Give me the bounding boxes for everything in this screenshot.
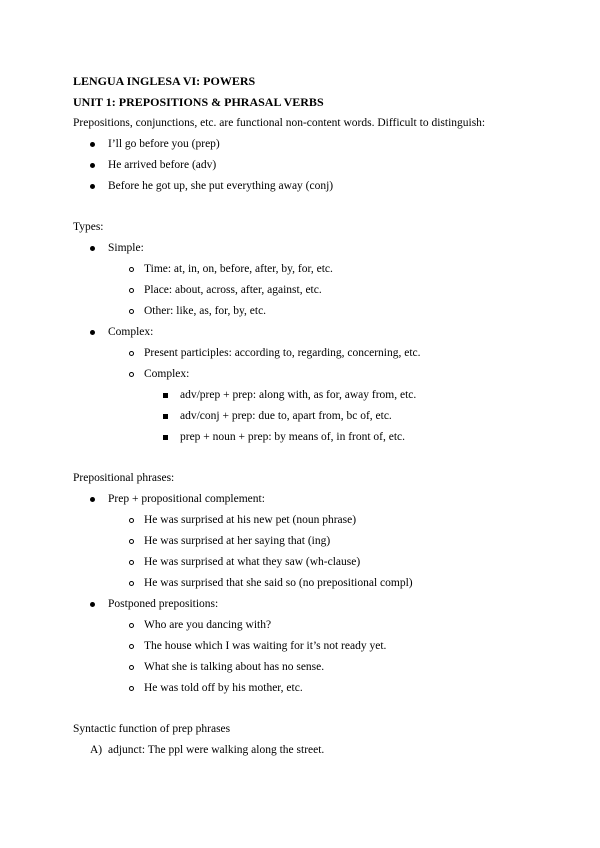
bullet-square-icon [163, 388, 168, 402]
postponed-label: Postponed prepositions: [108, 598, 219, 610]
list-item: Other: like, as, for, by, etc. [144, 305, 267, 317]
unit-title: UNIT 1: PREPOSITIONS & PHRASAL VERBS [73, 95, 324, 109]
bullet-ring-icon [129, 283, 134, 297]
bullet-dot-icon [90, 241, 95, 255]
simple-label: Simple: [108, 242, 144, 254]
bullet-ring-icon [129, 304, 134, 318]
bullet-dot-icon [90, 158, 95, 172]
list-item: He was told off by his mother, etc. [144, 682, 303, 694]
bullet-square-icon [163, 409, 168, 423]
list-item: prep + noun + prep: by means of, in front of, etc. [180, 431, 406, 443]
list-item: Who are you dancing with? [144, 619, 272, 631]
bullet-dot-icon [90, 137, 95, 151]
list-item: What she is talking about has no sense. [144, 661, 325, 673]
list-item: Time: at, in, on, before, after, by, for, etc. [144, 263, 333, 275]
bullet-ring-icon [129, 346, 134, 360]
list-item: Present participles: according to, regarding, concerning, etc. [144, 347, 421, 359]
pp-label: Prep + propositional complement: [108, 493, 265, 505]
bullet-dot-icon [90, 325, 95, 339]
list-item: adv/conj + prep: due to, apart from, bc of, etc. [180, 410, 392, 422]
bullet-square-icon [163, 430, 168, 444]
bullet-ring-icon [129, 660, 134, 674]
list-item: He was surprised at what they saw (wh-clause) [144, 556, 361, 568]
pp-heading: Prepositional phrases: [73, 472, 175, 484]
list-item: adv/prep + prep: along with, as for, away from, etc. [180, 389, 417, 401]
types-heading: Types: [73, 221, 104, 233]
complex-label: Complex: [108, 326, 154, 338]
list-item: He was surprised at her saying that (ing) [144, 535, 331, 547]
bullet-ring-icon [129, 681, 134, 695]
list-item: The house which I was waiting for it’s not ready yet. [144, 640, 387, 652]
list-item: Before he got up, she put everything away (conj) [108, 180, 334, 192]
syntactic-heading: Syntactic function of prep phrases [73, 723, 231, 735]
bullet-dot-icon [90, 492, 95, 506]
list-item: Place: about, across, after, against, etc. [144, 284, 322, 296]
bullet-dot-icon [90, 179, 95, 193]
list-marker: A) [90, 744, 103, 756]
intro-paragraph: Prepositions, conjunctions, etc. are functional non-content words. Difficult to distinguish: [73, 117, 486, 129]
bullet-ring-icon [129, 534, 134, 548]
bullet-ring-icon [129, 639, 134, 653]
list-item: He arrived before (adv) [108, 159, 217, 171]
bullet-dot-icon [90, 597, 95, 611]
bullet-ring-icon [129, 262, 134, 276]
list-item: Complex: [144, 368, 190, 380]
bullet-ring-icon [129, 513, 134, 527]
bullet-ring-icon [129, 367, 134, 381]
bullet-ring-icon [129, 618, 134, 632]
list-item: He was surprised that she said so (no prepositional compl) [144, 577, 413, 589]
bullet-ring-icon [129, 555, 134, 569]
list-item: adjunct: The ppl were walking along the street. [108, 744, 325, 756]
list-item: He was surprised at his new pet (noun phrase) [144, 514, 357, 526]
bullet-ring-icon [129, 576, 134, 590]
list-item: I’ll go before you (prep) [108, 138, 220, 150]
document-title: LENGUA INGLESA VI: POWERS [73, 74, 256, 88]
